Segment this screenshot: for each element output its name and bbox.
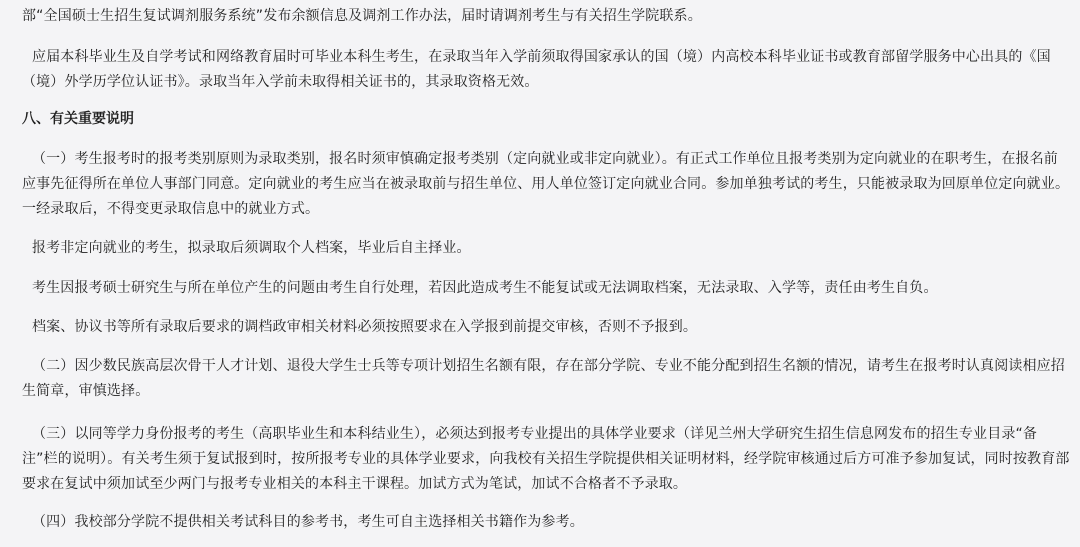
paragraph-degree-requirement: 应届本科毕业生及自学考试和网络教育届时可毕业本科生考生，在录取当年入学前须取得国家承认的国（境）内高校本科毕业证书或教育部留学服务中心出具的《国（境）外学历学位认证书》。录取当年入学前未取得相关证书的，其录取资格无效。 <box>22 49 1051 90</box>
paragraph-item-2: （二）因少数民族高层次骨干人才计划、退役大学生士兵等专项计划招生名额有限，存在部分学院、专业不能分配到招生名额的情况，请考生在报考时认真阅读相应招生简章，审慎选择。 <box>22 358 1065 399</box>
paragraph-item-1-nondirected: 报考非定向就业的考生，拟录取后须调取个人档案，毕业后自主择业。 <box>32 240 471 256</box>
paragraph-item-1-responsibility: 考生因报考硕士研究生与所在单位产生的问题由考生自行处理，若因此造成考生不能复试或无法调取档案，无法录取、入学等，责任由考生自负。 <box>32 280 938 296</box>
section-heading: 八、有关重要说明 <box>22 111 134 127</box>
paragraph-item-1: （一）考生报考时的报考类别原则为录取类别，报名时须审慎确定报考类别（定向就业或非定向就业）。有正式工作单位且报考类别为定向就业的在职考生，在报名前应事先征得所在单位人事部门同意。定向就业的考生应当在被录取前与招生单位、用人单位签订定向就业合同。参加单独考试的考生，只能被录取为回原单位定向就业。一经录取后，不得变更录取信息中的就业方式。 <box>22 151 1070 217</box>
paragraph-item-1-archives: 档案、协议书等所有录取后要求的调档政审相关材料必须按照要求在入学报到前提交审核，否则不予报到。 <box>32 319 698 335</box>
paragraph-item-4: （四）我校部分学院不提供相关考试科目的参考书，考生可自主选择相关书籍作为参考。 <box>32 514 584 530</box>
paragraph-item-3: （三）以同等学力身份报考的考生（高职毕业生和本科结业生），必须达到报考专业提出的具体学业要求（详见兰州大学研究生招生信息网发布的招生专业目录“备注”栏的说明）。有关考生须于复试报到时，按所报考专业的具体学业要求，向我校有关招生学院提供相关证明材料，经学院审核通过后方可准予参加复试，同时按教育部要求在复试中须加试至少两门与报考专业相关的本科主干课程。加试方式为笔试，加试不合格者不予录取。 <box>22 426 1070 492</box>
paragraph-adjustment-info: 部“全国硕士生招生复试调剂服务系统”发布余额信息及调剂工作办法，届时请调剂考生与有关招生学院联系。 <box>22 8 702 24</box>
